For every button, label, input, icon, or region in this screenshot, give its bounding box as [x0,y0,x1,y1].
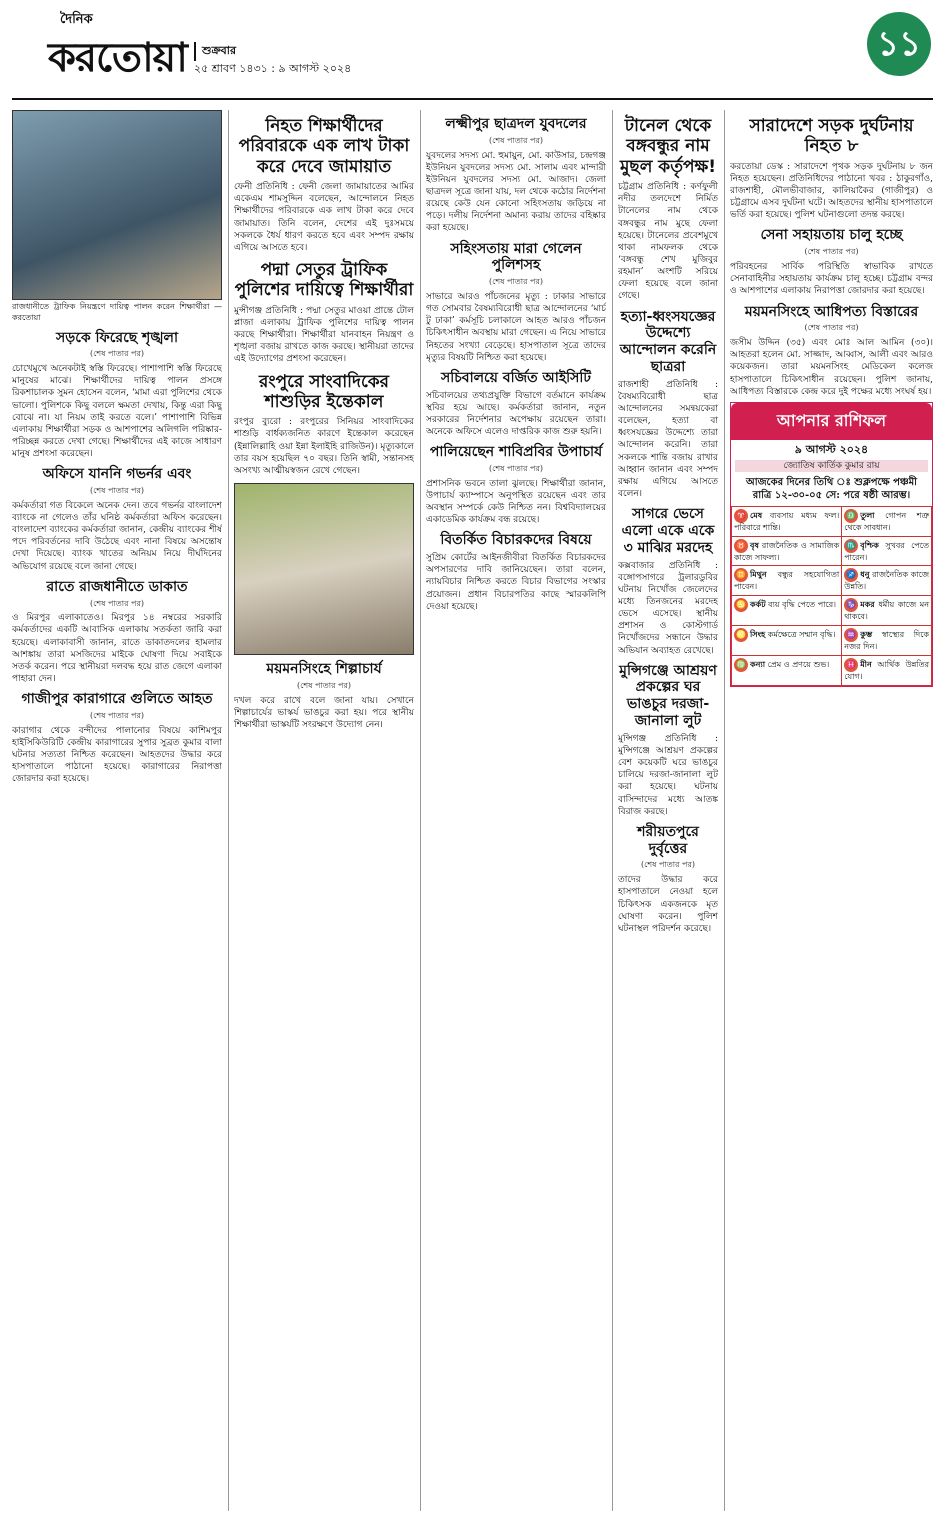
zodiac-icon: ♒ [844,628,858,642]
headline: রাতে রাজধানীতে ডাকাত [46,578,188,595]
sign-cell: ♎ তুলা গোপন শত্রু থেকে সাবধান। [842,506,932,536]
horoscope-title: আপনার রাশিফল [731,403,932,440]
sign-cell: ♓ মীন আর্থিক উন্নতির যোগ। [842,655,932,685]
article-body: কক্সবাজার প্রতিনিধি : বঙ্গোপসাগরে ট্রলারডুবির ঘটনায় নিখোঁজ জেলেদের মধ্যে তিনজনের মরদেহ ভেসে এসেছে। স্থানীয় প্রশাসন ও কোস্টগার্ড নিখোঁজদের সন্ধানে উদ্ধার অভিযান অব্যাহত রেখেছে। [618,560,718,656]
headline: পালিয়েছেন শাবিপ্রবির উপাচার্য [429,444,603,461]
headline: বিতর্কিত বিচারকদের বিষয়ে [440,532,592,549]
horoscope-box [730,402,933,687]
photo-caption: রাজধানীতে ট্রাফিক নিয়ন্ত্রণে দায়িত্ব পালন করেন শিক্ষার্থীরা —করতোয়া [12,302,222,322]
sign-cell: ♐ ধনু রাজনৈতিক কাজে উন্নতি। [842,566,932,596]
horoscope-date: ৯ আগস্ট ২০২৪ [794,442,869,456]
article-body: জসীম উদ্দিন (৩৫) এবং মোঃ আল আমিন (৩০)। আহতরা হলেন মো. সাজ্জাদ, আব্বাস, আলী এবং আরও কয়েকজন। তারা ময়মনসিংহ মেডিকেল কলেজ হাসপাতালে চিকিৎসাধীন রয়েছেন। পুলিশ জানায়, আধিপত্য বিস্তারকে কেন্দ্র করে দুই পক্ষের মধ্যে সংঘর্ষ হয়। [730,338,933,397]
article-body: দখল করে রাখে বলে জানা যায়। সেখানে শিল্পাচার্যের ভাস্কর্য ভাঙচুর করা হয়। পরে স্থানীয় শিক্ষার্থীরা ভাস্কর্যটি সংরক্ষণে উদ্যোগ নেন। [234,695,414,730]
continued-note: (শেষ পাতার পর) [296,680,352,690]
headline: গাজীপুর কারাগারে গুলিতে আহত [21,691,213,708]
newspaper-logo: করতোয়া [48,34,187,81]
weekday: শুক্রবার [194,42,236,61]
sculpture-photo [234,483,414,655]
article-body: মুন্সিগঞ্জ প্রতিনিধি : মুন্সিগঞ্জে আশ্রয়ণ প্রকল্পের বেশ কয়েকটি ঘরে ভাঙচুর চালিয়ে দরজা-জানালা লুট করা হয়েছে। ঘটনায় বাসিন্দাদের মধ্যে আতঙ্ক বিরাজ করছে। [618,733,718,817]
article-body: প্রশাসনিক ভবনে তালা ঝুলছে। শিক্ষার্থীরা জানান, উপাচার্য ক্যাম্পাসে অনুপস্থিত রয়েছেন এবং তার অবস্থান সম্পর্কে কেউ নিশ্চিত নন। বিশ্ববিদ্যালয়ের একাডেমিক কার্যক্রম বন্ধ রয়েছে। [426,478,606,526]
headline: অফিসে যাননি গভর্নর এবং [42,466,192,483]
headline: মুন্সিগঞ্জে আশ্রয়ণ প্রকল্পের ঘর ভাঙচুর দরজা-জানালা লুট [619,662,717,730]
article-body: সুপ্রিম কোর্টের আইনজীবীরা বিতর্কিত বিচারকদের অপসারণের দাবি জানিয়েছেন। তারা বলেন, ন্যায়বিচার নিশ্চিত করতে বিচার বিভাগের সংস্কার প্রয়োজন। প্রধান বিচারপতির কাছে স্মারকলিপি দেওয়া হয়েছে। [426,553,606,612]
column-5 [730,110,933,1511]
astrologer-name: জ্যোতিষ কার্তিক কুমার রায় [735,460,928,472]
article-body: রংপুর ব্যুরো : রংপুরের সিনিয়র সাংবাদিকের শাশুড়ি বার্ধক্যজনিত কারণে ইন্তেকাল করেছেন (ইন্নালিল্লাহি ওয়া ইন্না ইলাইহি রাজিউন)। মৃত্যুকালে তার বয়স হয়েছিল ৭০ বছর। তিনি স্বামী, সন্তানসহ অসংখ্য আত্মীয়স্বজন রেখে গেছেন। [234,417,414,476]
article-body: কারাগার থেকে বন্দীদের পালানোর বিষয়ে কাশিমপুর হাইসিকিউরিটি কেন্দ্রীয় কারাগারের সুপার সুব্রত কুমার বালা ঘটনার সত্যতা নিশ্চিত করেছেন। আহতদের উদ্ধার করে হাসপাতালে পাঠানো হয়েছে। কারাগারের নিরাপত্তা জোরদার করা হয়েছে। [12,725,222,785]
date-line: ২৫ শ্রাবণ ১৪৩১ : ৯ আগস্ট ২০২৪ [194,62,352,75]
continued-note: (শেষ পাতার পর) [488,277,544,287]
zodiac-icon: ♎ [844,509,858,523]
headline: ময়মনসিংহে শিল্পাচার্য [266,660,382,677]
zodiac-icon: ♈ [734,509,748,523]
continued-note: (শেষ পাতার পর) [89,710,145,720]
sign-cell: ♌ সিংহ কর্মক্ষেত্রে সম্মান বৃদ্ধি। [732,625,842,655]
article-body: তাদের উদ্ধার করে হাসপাতালে নেওয়া হলে চিকিৎসক একজনকে মৃত ঘোষণা করেন। পুলিশ ঘটনাস্থল পরিদর্শন করেছে। [618,875,718,934]
logo-prefix: দৈনিক [60,12,93,27]
article-body: চোখেমুখে অনেকটাই স্বস্তি ফিরেছে। পাশাপাশি স্বস্তি ফিরেছে মানুষের মাঝে। শিক্ষার্থীদের দায়িত্ব পালন প্রসঙ্গে রিকশাচালক সুমন হোসেন বলেন, ‘মামা এরা পুলিশের থেকে ভালো। পুলিশকে কিছু বললে ক্ষমতা দেখায়, কিন্তু এরা কিছু বোঝে না। যা নিয়ম তাই করতে বলে।’ পাশাপাশি বিভিন্ন এলাকায় শিক্ষার্থীরা সড়ক ও আশপাশের অলিগলি পরিষ্কার-পরিচ্ছন্ন করতে দেখা গেছে। শিক্ষার্থীদের এই কাজে সাধারণ মানুষ প্রশংসা করেছেন। [12,364,222,460]
article-body: পরিবহনের সার্বিক পরিস্থিতি স্বাভাবিক রাখতে সেনাবাহিনীর সহায়তায় কার্যক্রম চালু হচ্ছে। চট্টগ্রাম বন্দর ও আশপাশের এলাকায় নিরাপত্তা জোরদার করা হয়েছে। [730,262,933,297]
continued-note: (শেষ পাতার পর) [804,247,859,257]
sign-cell: ♋ কর্কট ব্যয় বৃদ্ধি পেতে পারে। [732,596,842,626]
column-divider [420,110,421,1511]
column-3 [426,110,606,1511]
zodiac-icon: ♐ [844,568,858,582]
zodiac-icon: ♑ [844,598,858,612]
headline: হত্যা-ধ্বংসযজ্ঞের উদ্দেশ্যে আন্দোলন করেনি ছাত্ররা [619,308,717,375]
zodiac-icon: ♊ [734,568,748,582]
continued-note: (শেষ পাতার পর) [89,486,145,496]
zodiac-icon: ♉ [734,539,748,553]
article-body: যুবদলের সদস্য মো. হুমায়ুন, মো. কাউসার, চন্দ্রগঞ্জ ইউনিয়ন যুবদলের সদস্য মো. সালাম এবং মান্দারী ইউনিয়ন যুবদলের সদস্য মো. আজাদ। জেলা ছাত্রদল সূত্রে জানা যায়, দল থেকে কঠোর নির্দেশনা রয়েছে কেউ যেন কোনো সহিংসতায় জড়িয়ে না পড়ে। দলীয় নির্দেশনা অমান্য করায় তাদের বহিষ্কার করা হয়েছে। [426,150,606,234]
column-1 [12,110,222,1511]
tithi-line: আজকের দিনের তিথি ঃ শুক্লপক্ষে পঞ্চমী [745,476,918,488]
column-divider [612,110,613,1511]
sign-cell: ♈ মেষ ব্যবসায় মধ্যম ফল। পরিবারে শান্তি। [732,506,842,536]
article-body: সচিবালয়ের তথ্যপ্রযুক্তি বিভাগে বর্তমানে কার্যক্রম স্থবির হয়ে আছে। কর্মকর্তারা জানান, নতুন সরকারের নির্দেশনার অপেক্ষায় রয়েছেন তারা। অনেকে অফিসে এলেও দাপ্তরিক কাজ শুরু হয়নি। [426,390,606,438]
article-body: সাভারে আরও পাঁচজনের মৃত্যু : ঢাকার সাভারে গত সোমবার বৈষম্যবিরোধী ছাত্র আন্দোলনের ‘মার্চ টু ঢাকা’ কর্মসূচি চলাকালে আহত আরও পাঁচজন চিকিৎসাধীন অবস্থায় মারা গেছেন। এ নিয়ে সাভারে নিহতের সংখ্যা বেড়েছে। হাসপাতাল সূত্রে তাদের মৃত্যুর বিষয়টি নিশ্চিত করা হয়েছে। [426,291,606,363]
headline: লক্ষ্মীপুর ছাত্রদল যুবদলের [445,116,587,132]
headline: শরীয়তপুরে দুর্বৃত্তের [637,823,699,857]
column-divider [724,110,725,1511]
sign-cell: ♍ কন্যা প্রেম ও প্রণয়ে শুভ। [732,655,842,685]
continued-note: (শেষ পাতার পর) [89,598,145,608]
continued-note: (শেষ পাতার পর) [804,323,859,333]
sign-cell: ♑ মকর ধর্মীয় কাজে মন থাকবে। [842,596,932,626]
headline: নিহত শিক্ষার্থীদের পরিবারকে এক লাখ টাকা করে দেবে জামায়াত [238,116,410,177]
street-photo [12,110,222,300]
headline: সচিবালয়ে বর্জিত আইসিটি [440,369,592,386]
column-2 [234,110,414,1511]
article-body: রাজশাহী প্রতিনিধি : বৈষম্যবিরোধী ছাত্র আন্দোলনের সমন্বয়কেরা বলেছেন, হত্যা বা ধ্বংসযজ্ঞের উদ্দেশ্যে তারা আন্দোলন করেনি। তারা সকলকে শান্তি বজায় রাখার আহ্বান জানান এবং সম্পদ রক্ষায় এগিয়ে আসতে বলেন। [618,379,718,500]
continued-note: (শেষ পাতার পর) [488,463,544,473]
tithi-time: রাত্রি ১২-৩০-০৫ সে: পরে ষষ্ঠী আরম্ভ। [752,490,911,502]
continued-note: (শেষ পাতার পর) [488,135,544,145]
article-body: করতোয়া ডেস্ক : সারাদেশে পৃথক সড়ক দুর্ঘটনায় ৮ জন নিহত হয়েছেন। প্রতিনিধিদের পাঠানো খবর : ঠাকুরগাঁও, রাজশাহী, মৌলভীবাজার, কালিয়াকৈর (গাজীপুর) ও চট্টগ্রামে এসব দুর্ঘটনা ঘটে। আহতদের স্থানীয় হাসপাতালে ভর্তি করা হয়েছে। পুলিশ ঘটনাগুলো তদন্ত করছে। [730,161,933,221]
headline: সাগরে ভেসে এলো একে একে ৩ মাঝির মরদেহ [621,506,715,556]
headline: সেনা সহায়তায় চালু হচ্ছে [760,227,903,244]
headline: টানেল থেকে বঙ্গবন্ধুর নাম মুছল কর্তৃপক্ষ! [619,116,717,177]
masthead-rule [12,98,933,100]
page-number-badge: ১১ [867,12,931,76]
headline: রংপুরে সাংবাদিকের শাশুড়ির ইন্তেকাল [258,371,390,412]
headline: সহিংসতায় মারা গেলেন পুলিশসহ [450,240,582,274]
column-divider [228,110,229,1511]
sign-cell: ♊ মিথুন বন্ধুর সহযোগিতা পাবেন। [732,566,842,596]
masthead [12,8,933,86]
article-body: ফেনী প্রতিনিধি : ফেনী জেলা জামায়াতের আমির একেএম শামসুদ্দিন বলেছেন, আন্দোলনে নিহত শিক্ষার্থীদের পরিবারকে এক লাখ টাকা করে দেবে জামায়াত। তিনি বলেন, দেশের এই দুঃসময়ে সকলকে ধৈর্য ধারণ করতে হবে এবং সম্পদ রক্ষায় এগিয়ে আসতে হবে। [234,182,414,253]
article-body: মুন্সীগঞ্জ প্রতিনিধি : পদ্মা সেতুর মাওয়া প্রান্তে টোল প্লাজা এলাকায় ট্রাফিক পুলিশের দায়িত্ব পালন করছে শিক্ষার্থীরা। শিক্ষার্থীরা যানবাহন নিয়ন্ত্রণ ও শৃঙ্খলা বজায় রাখতে কাজ করছে। স্থানীয়রা তাদের এই উদ্যোগের প্রশংসা করেছেন। [234,305,414,365]
headline: সড়কে ফিরেছে শৃঙ্খলা [55,329,179,346]
article-body: চট্টগ্রাম প্রতিনিধি : কর্ণফুলী নদীর তলদেশে নির্মিত টানেলের নাম থেকে বঙ্গবন্ধুর নাম মুছে ফেলা হয়েছে। টানেলের প্রবেশমুখে থাকা নামফলক থেকে ‘বঙ্গবন্ধু শেখ মুজিবুর রহমান’ অংশটি সরিয়ে ফেলা হয়েছে বলে জানা গেছে। [618,182,718,302]
headline: সারাদেশে সড়ক দুর্ঘটনায় নিহত ৮ [749,116,914,157]
continued-note: (শেষ পাতার পর) [89,349,145,359]
zodiac-icon: ♍ [734,658,748,672]
article-body: কর্মকর্তারা গত বিকেলে অনেক দেন। তবে গভর্নর বাংলাদেশ ব্যাংকে না গেলেও তাঁর ঘনিষ্ঠ কর্মকর্তারা অফিস করেছেন। বাংলাদেশ ব্যাংকের কর্মকর্তারা জানান, কেন্দ্রীয় ব্যাংকের শীর্ষ পদে পরিবর্তনের দাবি উঠেছে এবং নানা বিষয়ে অসন্তোষ দেখা দিয়েছে। ব্যাংক খাতের অনিয়ম নিয়ে দীর্ঘদিনের অভিযোগ রয়েছে বলে জানা গেছে। [12,500,222,572]
sign-cell: ♉ বৃষ রাজনৈতিক ও সামাজিক কাজে সাফল্য। [732,536,842,566]
continued-note: (শেষ পাতার পর) [640,860,696,870]
article-body: ও মিরপুর এলাকাতেও। মিরপুর ১৪ নম্বরের সরকারি কর্মকর্তাদের একটি আবাসিক এলাকায় সতর্কতা জারি করা হয়েছে। এলাকাবাসী জানান, রাতে ডাকাতদলের হামলার আশঙ্কায় তারা মসজিদের মাইকে ঘোষণা দিয়ে সবাইকে সতর্ক করেন। পরে স্থানীয়রা দলবদ্ধ হয়ে রাত জেগে এলাকা পাহারা দেন। [12,613,222,685]
zodiac-icon: ♋ [734,598,748,612]
horoscope-table [731,506,932,686]
sign-cell: ♒ কুম্ভ স্বাস্থ্যের দিকে নজর দিন। [842,625,932,655]
headline: পদ্মা সেতুর ট্রাফিক পুলিশের দায়িত্বে শিক্ষার্থীরা [234,260,414,301]
sign-cell: ♏ বৃশ্চিক সুখবর পেতে পারেন। [842,536,932,566]
zodiac-icon: ♏ [844,539,858,553]
headline: ময়মনসিংহে আধিপত্য বিস্তারের [744,303,919,320]
zodiac-icon: ♓ [844,658,858,672]
zodiac-icon: ♌ [734,628,748,642]
column-4 [618,110,718,1511]
